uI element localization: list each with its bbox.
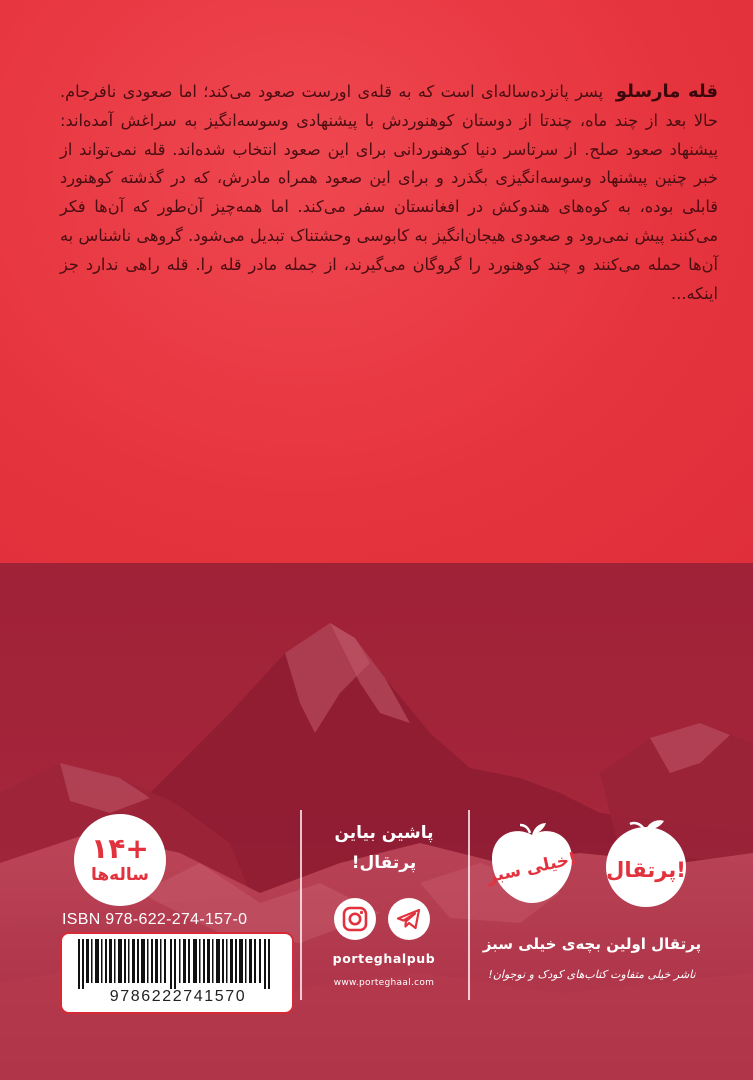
- follow-us-line2: پرتقال!: [351, 853, 417, 873]
- social-handle[interactable]: porteghalpub: [332, 951, 436, 966]
- book-synopsis: [60, 78, 718, 308]
- instagram-icon[interactable]: [333, 897, 377, 941]
- age-rating-number: +۱۴: [91, 832, 149, 865]
- follow-us-line1: پاشین بیاین: [334, 823, 434, 843]
- synopsis-text: پسر پانزده‌ساله‌ای است که به قله‌ی اورست صعود می‌کند؛ اما صعودی نافرجام. حالا بعد از چند ماه، چندتا از دوستان کوهنوردش با پیشنهادی وسوسه‌انگیز به سراغش آمده‌اند: پیشنهاد صعود صلح. از سرتاسر دنیا کوهنوردانی برای این صعود انتخاب شده‌اند. قله نمی‌تواند از خبر چنین پیشنهاد وسوسه‌انگیزی بگذرد و برای این صعود همراه مادرش، که در گذشته کوهنورد قابلی بوده، به کوه‌های هندوکش در افغانستان سفر می‌کند. اما همه‌چیز آن‌طور که آن‌ها فکر می‌کنند پیش نمی‌رود و صعودی هیجان‌انگیز به کابوسی وحشتناک تبدیل می‌شود. گروهی ناشناس به آن‌ها حمله می‌کنند و چند کوهنورد را گروگان می‌گیرند، از جمله مادر قله را. قله راهی ندارد جز اینکه...: [60, 82, 718, 303]
- age-rating-badge: [74, 814, 166, 906]
- book-title: قله مارسلو: [615, 81, 718, 102]
- website-url[interactable]: www.porteghaal.com: [333, 978, 435, 988]
- isbn-label: ISBN 978-622-274-157-0: [62, 911, 248, 928]
- barcode-digits: 9786222741570: [109, 988, 247, 1005]
- publisher-subslogan: ناشر خیلی متفاوت کتاب‌های کودک و نوجوان!: [488, 968, 696, 981]
- publisher-logo: [598, 817, 694, 913]
- publisher-logo-text: پرتقال!: [606, 858, 686, 882]
- barcode: [60, 932, 294, 1014]
- publisher-slogan: پرتقال اولین بچه‌ی خیلی سبز: [482, 935, 702, 953]
- series-logo-text: خیلی سبز!: [485, 848, 579, 888]
- divider-right: [468, 810, 470, 1000]
- telegram-icon[interactable]: [387, 897, 431, 941]
- barcode-bars: [78, 939, 278, 989]
- series-logo: [484, 817, 580, 913]
- follow-us-text: [300, 818, 468, 878]
- age-rating-unit: ساله‌ها: [91, 865, 149, 885]
